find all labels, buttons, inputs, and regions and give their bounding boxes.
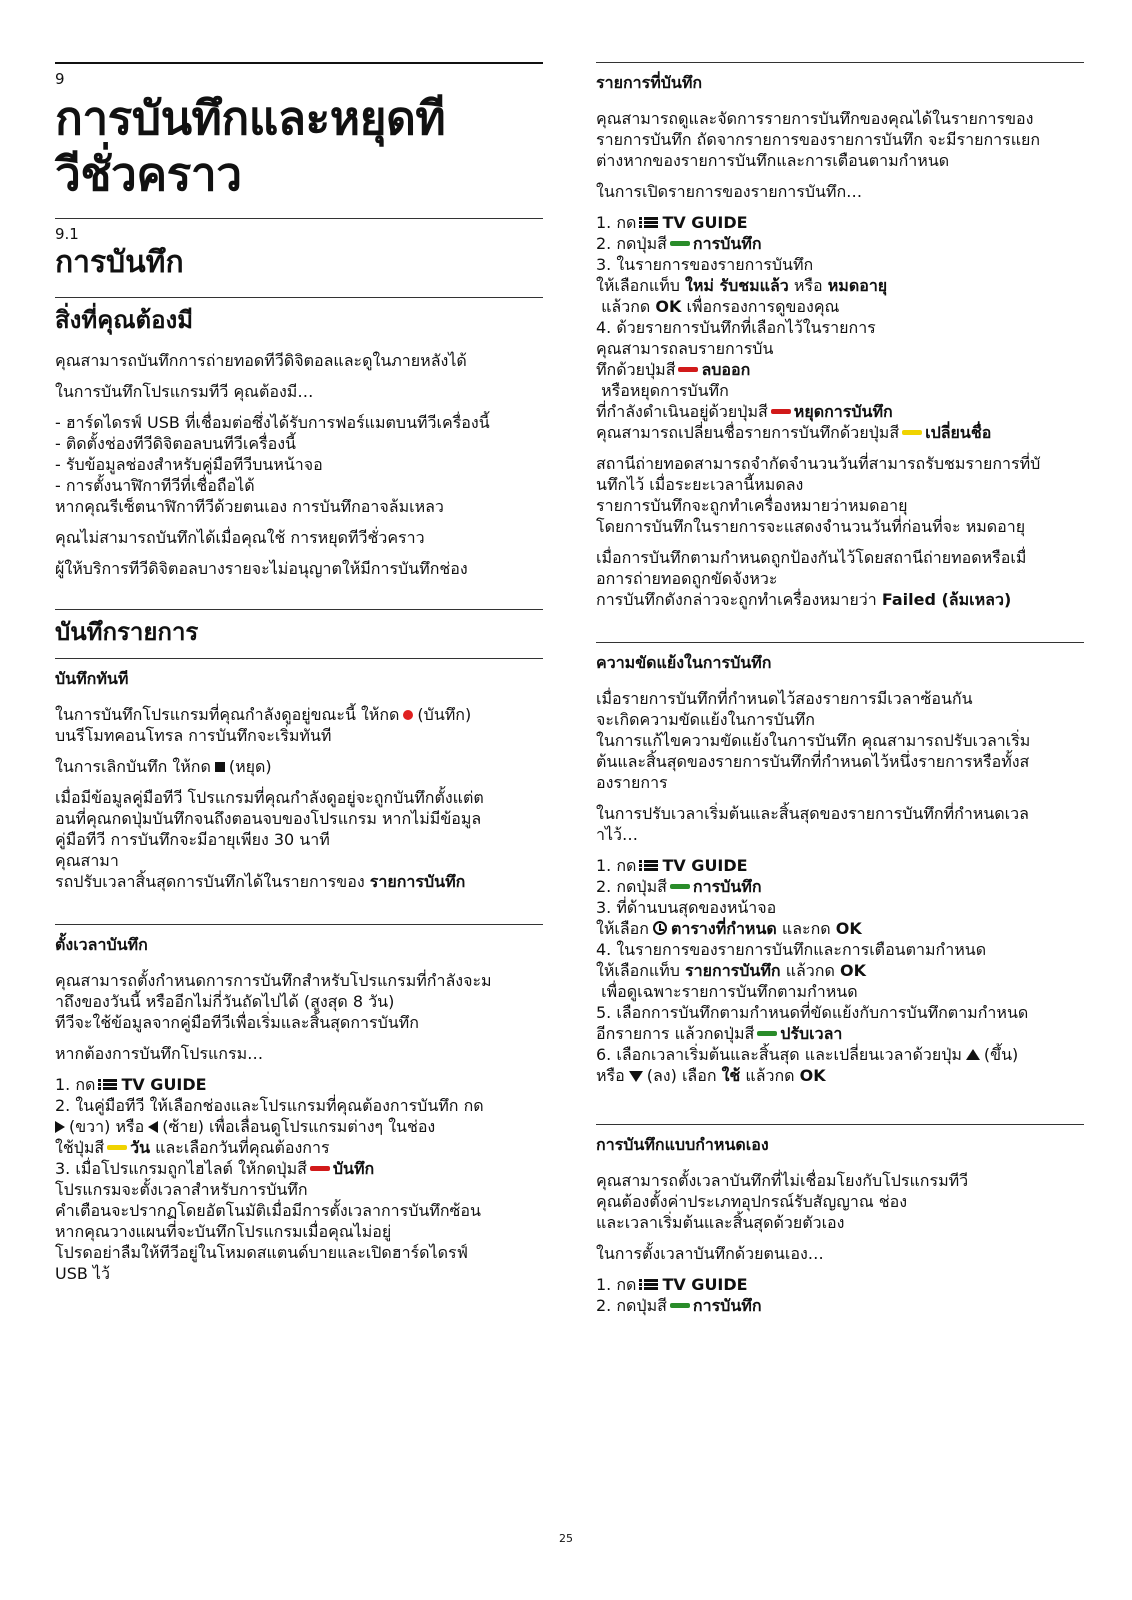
- need-paragraph-1: คุณสามารถบันทึกการถ่ายทอดทีวีดิจิตอลและดูในภายหลังได้: [55, 351, 467, 370]
- text: หยุดการบันทึก: [793, 402, 893, 421]
- subsection-rule: [55, 924, 543, 925]
- need-list: [55, 412, 543, 517]
- right-arrow-icon: [55, 1121, 65, 1133]
- text: รถปรับเวลาสิ้นสุดการบันทึกได้ในรายการของ: [55, 872, 365, 891]
- need-paragraph-4: ผู้ให้บริการทีวีดิจิตอลบางรายจะไม่อนุญาตให้มีการบันทึกช่อง: [55, 559, 468, 578]
- chapter-title-line: การบันทึกและหยุดที: [55, 91, 446, 145]
- green-key-icon: [757, 1031, 777, 1036]
- up-arrow-icon: [966, 1049, 980, 1060]
- text: โปรแกรมจะตั้งเวลาสำหรับการบันทึก: [55, 1180, 308, 1199]
- need-paragraph-2: ในการบันทึกโปรแกรมทีวี คุณต้องมี…: [55, 382, 314, 401]
- text: USB ไว้: [55, 1264, 110, 1283]
- tv-guide-icon: [98, 1078, 118, 1091]
- text: เพื่อกรองการดูของคุณ: [686, 297, 840, 316]
- text: ตารางที่กำหนด: [670, 919, 777, 938]
- text: เปลี่ยนชื่อ: [925, 423, 992, 442]
- text: ที่กำลังดำเนินอยู่ด้วยปุ่มสี: [596, 402, 768, 421]
- recordings-paragraph-2: ในการเปิดรายการของรายการบันทึก…: [596, 182, 863, 201]
- green-key-icon: [670, 241, 690, 246]
- text: 2. กดปุ่มสี: [596, 877, 667, 896]
- text: TV GUIDE: [121, 1075, 207, 1094]
- record-now-paragraph-2: [55, 756, 543, 777]
- text: รายการบันทึก: [369, 872, 466, 891]
- subsection-rule: [596, 1124, 1084, 1125]
- text: หากคุณวางแผนที่จะบันทึกโปรแกรมเมื่อคุณไม่อยู่: [55, 1222, 392, 1241]
- text: การบันทึก: [692, 234, 762, 253]
- text: หรือหยุดการบันทึก: [601, 381, 729, 400]
- subsection-rule: [55, 609, 543, 610]
- text: คำเตือนจะปรากฏโดยอัตโนมัติเมื่อมีการตั้งเวลาการบันทึกซ้อน: [55, 1201, 481, 1220]
- tv-guide-icon: [639, 1278, 659, 1291]
- text: คุณสามารถลบรายการบัน: [596, 339, 774, 358]
- text: สถานีถ่ายทอดสามารถจำกัดจำนวนวันที่สามารถรับชมรายการที่บั: [596, 454, 1041, 473]
- text: อการถ่ายทอดถูกขัดจังหวะ: [596, 569, 778, 588]
- schedule-paragraph-2: หากต้องการบันทึกโปรแกรม…: [55, 1044, 264, 1063]
- text: บนรีโมทคอนโทรล การบันทึกจะเริ่มทันที: [55, 726, 332, 745]
- text: OK: [655, 297, 682, 316]
- text: คุณสามารถตั้งกำหนดการการบันทึกสำหรับโปรแกรมที่กำลังจะม: [55, 971, 492, 990]
- chapter-title-line: วีชั่วคราว: [55, 147, 242, 201]
- text: ลบออก: [701, 360, 751, 379]
- text: TV GUIDE: [662, 213, 748, 232]
- text: (ซ้าย) เพื่อเลื่อนดูโปรแกรมต่างๆ ในช่อง: [162, 1117, 436, 1136]
- subsection-rule: [55, 297, 543, 298]
- text: แล้วกด: [785, 961, 835, 980]
- recordings-list-heading: รายการที่บันทึก: [596, 73, 703, 92]
- text: คุณสามารถตั้งเวลาบันทึกที่ไม่เชื่อมโยงกับโปรแกรมทีวี: [596, 1171, 969, 1190]
- text: คุณสามา: [55, 851, 119, 870]
- subsection-rule: [596, 62, 1084, 63]
- text: โปรดอย่าลืมให้ทีวีอยู่ในโหมดสแตนด์บายและเปิดฮาร์ดไดรฟ์: [55, 1243, 468, 1262]
- section-title: การบันทึก: [55, 245, 184, 280]
- page-number: 25: [559, 1532, 573, 1545]
- record-heading: บันทึกรายการ: [55, 618, 199, 646]
- text: ในการปรับเวลาเริ่มต้นและสิ้นสุดของรายการบันทึกที่กำหนดเวล: [596, 804, 1029, 823]
- text: ต้นและสิ้นสุดของรายการบันทึกที่กำหนดไว้หนึ่งรายการหรือทั้งส: [596, 752, 1030, 771]
- text: เมื่อรายการบันทึกที่กำหนดไว้สองรายการมีเวลาซ้อนกัน: [596, 689, 973, 708]
- record-now-paragraph-3: [55, 787, 543, 892]
- text: การบันทึก: [692, 1296, 762, 1315]
- text: OK: [839, 961, 866, 980]
- text: 3. ที่ด้านบนสุดของหน้าจอ: [596, 898, 777, 917]
- text: 3. เมื่อโปรแกรมถูกไฮไลต์ ให้กดปุ่มสี: [55, 1159, 307, 1178]
- need-paragraph-3: คุณไม่สามารถบันทึกได้เมื่อคุณใช้ การหยุดทีวีชั่วคราว: [55, 528, 425, 547]
- need-list-item: - การตั้งนาฬิกาทีวีที่เชื่อถือได้: [55, 476, 255, 495]
- text: 1. กด: [596, 1275, 637, 1294]
- text: 2. กดปุ่มสี: [596, 234, 667, 253]
- text: าถึงของวันนี้ หรืออีกไม่กี่วันถัดไปได้ (สูงสุด 8 วัน): [55, 992, 395, 1011]
- text: 4. ในรายการของรายการบันทึกและการเตือนตามกำหนด: [596, 940, 987, 959]
- text: องรายการ: [596, 773, 668, 792]
- record-now-paragraph-1: [55, 704, 543, 746]
- manual-paragraph-1: [596, 1170, 1084, 1233]
- text: (หยุด): [228, 757, 272, 776]
- text: โดยการบันทึกในรายการจะแสดงจำนวนวันที่ก่อนที่จะ หมดอายุ: [596, 517, 1026, 536]
- text: 6. เลือกเวลาเริ่มต้นและสิ้นสุด และเปลี่ยนเวลาด้วยปุ่ม: [596, 1045, 962, 1064]
- text: คุณสามารถดูและจัดการรายการบันทึกของคุณได้ในรายการของ: [596, 109, 1034, 128]
- yellow-key-icon: [107, 1145, 127, 1150]
- text: ต่างหากของรายการบันทึกและการเตือนตามกำหนด: [596, 151, 950, 170]
- text: บันทึก: [332, 1159, 375, 1178]
- text: 2. กดปุ่มสี: [596, 1296, 667, 1315]
- text: (ขึ้น): [983, 1045, 1019, 1064]
- text: ในการแก้ไขความขัดแย้งในการบันทึก คุณสามารถปรับเวลาเริ่ม: [596, 731, 1031, 750]
- text: Failed (ล้มเหลว): [881, 590, 1012, 609]
- text: หรือ: [596, 1066, 625, 1085]
- left-arrow-icon: [148, 1121, 158, 1133]
- text: อีกรายการ แล้วกดปุ่มสี: [596, 1024, 755, 1043]
- text: ใช้: [721, 1066, 741, 1085]
- text: ทีวีจะใช้ข้อมูลจากคู่มือทีวีเพื่อเริ่มและสิ้นสุดการบันทึก: [55, 1013, 419, 1032]
- schedule-paragraph-1: [55, 970, 543, 1033]
- manual-heading: การบันทึกแบบกำหนดเอง: [596, 1135, 769, 1154]
- text: 1. กด: [596, 856, 637, 875]
- section-number: 9.1: [55, 225, 79, 243]
- chapter-rule: [55, 62, 543, 64]
- need-list-item: - ฮาร์ดไดรฟ์ USB ที่เชื่อมต่อซึ่งได้รับการฟอร์แมตบนทีวีเครื่องนี้: [55, 413, 490, 432]
- text: จะเกิดความขัดแย้งในการบันทึก: [596, 710, 815, 729]
- manual-paragraph-2: ในการตั้งเวลาบันทึกด้วยตนเอง…: [596, 1244, 824, 1263]
- stop-square-icon: [215, 762, 225, 772]
- text: คู่มือทีวี การบันทึกจะมีอายุเพียง 30 นาที: [55, 830, 330, 849]
- text: 3. ในรายการของรายการบันทึก: [596, 255, 814, 274]
- text: TV GUIDE: [662, 1275, 748, 1294]
- text: แล้วกด: [601, 297, 651, 316]
- text: เพื่อดูเฉพาะรายการบันทึกตามกำหนด: [601, 982, 858, 1001]
- tv-guide-icon: [639, 216, 659, 229]
- text: 4. ด้วยรายการบันทึกที่เลือกไว้ในรายการ: [596, 318, 876, 337]
- text: แล้วกด: [745, 1066, 795, 1085]
- text: OK: [835, 919, 862, 938]
- text: วัน: [130, 1138, 151, 1157]
- text: อนที่คุณกดปุ่มบันทึกจนถึงตอนจบของโปรแกรม หากไม่มีข้อมูล: [55, 809, 482, 828]
- text: 5. เลือกการบันทึกตามกำหนดที่ขัดแย้งกับการบันทึกตามกำหนด: [596, 1003, 1029, 1022]
- text: คุณสามารถเปลี่ยนชื่อรายการบันทึกด้วยปุ่มสี: [596, 423, 900, 442]
- conflicts-heading: ความขัดแย้งในการบันทึก: [596, 653, 772, 672]
- red-key-icon: [678, 367, 698, 372]
- text: ใหม่ รับชมแล้ว: [685, 276, 789, 295]
- text: 1. กด: [596, 213, 637, 232]
- text: 2. ในคู่มือทีวี ให้เลือกช่องและโปรแกรมที่คุณต้องการบันทึก กด: [55, 1096, 484, 1115]
- chapter-title: [55, 90, 543, 202]
- yellow-key-icon: [902, 430, 922, 435]
- text: และกด: [781, 919, 831, 938]
- green-key-icon: [670, 884, 690, 889]
- red-key-icon: [771, 409, 791, 414]
- text: ให้เลือกแท็บ: [596, 276, 680, 295]
- need-list-item: หากคุณรีเซ็ตนาฬิกาทีวีด้วยตนเอง การบันทึกอาจล้มเหลว: [55, 497, 444, 516]
- need-list-item: - ติดตั้งช่องทีวีดิจิตอลบนทีวีเครื่องนี้: [55, 434, 296, 453]
- recordings-paragraph-3: [596, 453, 1084, 537]
- text: (ขวา) หรือ: [69, 1117, 145, 1136]
- chapter-number: 9: [55, 70, 65, 88]
- text: รายการบันทึก ถัดจากรายการของรายการบันทึก จะมีรายการแยก: [596, 130, 1041, 149]
- text: TV GUIDE: [662, 856, 748, 875]
- text: และเวลาเริ่มต้นและสิ้นสุดด้วยตัวเอง: [596, 1213, 845, 1232]
- conflicts-paragraph-2: [596, 803, 1084, 845]
- text: ในการเลิกบันทึก ให้กด: [55, 757, 211, 776]
- subsection-rule: [596, 642, 1084, 643]
- conflicts-steps: [596, 855, 1084, 1086]
- left-column: [55, 62, 543, 1284]
- text: คุณต้องตั้งค่าประเภทอุปกรณ์รับสัญญาณ ช่อง: [596, 1192, 908, 1211]
- text: (บันทึก): [417, 705, 472, 724]
- need-heading: สิ่งที่คุณต้องมี: [55, 306, 194, 334]
- text: การบันทึก: [692, 877, 762, 896]
- text: 1. กด: [55, 1075, 96, 1094]
- text: าไว้…: [596, 825, 639, 844]
- text: เมื่อมีข้อมูลคู่มือทีวี โปรแกรมที่คุณกำลังดูอยู่จะถูกบันทึกตั้งแต่ต: [55, 788, 484, 807]
- green-key-icon: [670, 1303, 690, 1308]
- text: ให้เลือก: [596, 919, 649, 938]
- record-dot-icon: [403, 710, 413, 720]
- right-column: [596, 62, 1084, 1316]
- text: หรือ: [793, 276, 823, 295]
- red-key-icon: [310, 1166, 330, 1171]
- recordings-steps: [596, 212, 1084, 443]
- text: ให้เลือกแท็บ: [596, 961, 680, 980]
- text: รายการบันทึก: [685, 961, 781, 980]
- subsection-rule: [55, 658, 543, 659]
- text: OK: [799, 1066, 826, 1085]
- manual-steps: [596, 1274, 1084, 1316]
- schedule-heading: ตั้งเวลาบันทึก: [55, 935, 148, 954]
- recordings-paragraph-4: [596, 547, 1084, 610]
- text: นทึกไว้ เมื่อระยะเวลานี้หมดลง: [596, 475, 804, 494]
- down-arrow-icon: [629, 1071, 643, 1082]
- need-list-item: - รับข้อมูลช่องสำหรับคู่มือทีวีบนหน้าจอ: [55, 455, 323, 474]
- conflicts-paragraph-1: [596, 688, 1084, 793]
- text: ปรับเวลา: [780, 1024, 843, 1043]
- text: เมื่อการบันทึกตามกำหนดถูกป้องกันไว้โดยสถานีถ่ายทอดหรือเมื่: [596, 548, 1027, 567]
- text: หมดอายุ: [827, 276, 888, 295]
- recordings-paragraph-1: [596, 108, 1084, 171]
- tv-guide-icon: [639, 859, 659, 872]
- text: และเลือกวันที่คุณต้องการ: [155, 1138, 330, 1157]
- section-rule: [55, 218, 543, 219]
- text: การบันทึกดังกล่าวจะถูกทำเครื่องหมายว่า: [596, 590, 877, 609]
- text: ในการบันทึกโปรแกรมที่คุณกำลังดูอยู่ขณะนี้ ให้กด: [55, 705, 400, 724]
- text: รายการบันทึกจะถูกทำเครื่องหมายว่าหมดอายุ: [596, 496, 908, 515]
- schedule-steps: [55, 1074, 543, 1284]
- text: ใช้ปุ่มสี: [55, 1138, 105, 1157]
- record-now-heading: บันทึกทันที: [55, 669, 129, 688]
- clock-icon: [653, 921, 667, 935]
- text: (ลง) เลือก: [646, 1066, 717, 1085]
- text: ทึกด้วยปุ่มสี: [596, 360, 676, 379]
